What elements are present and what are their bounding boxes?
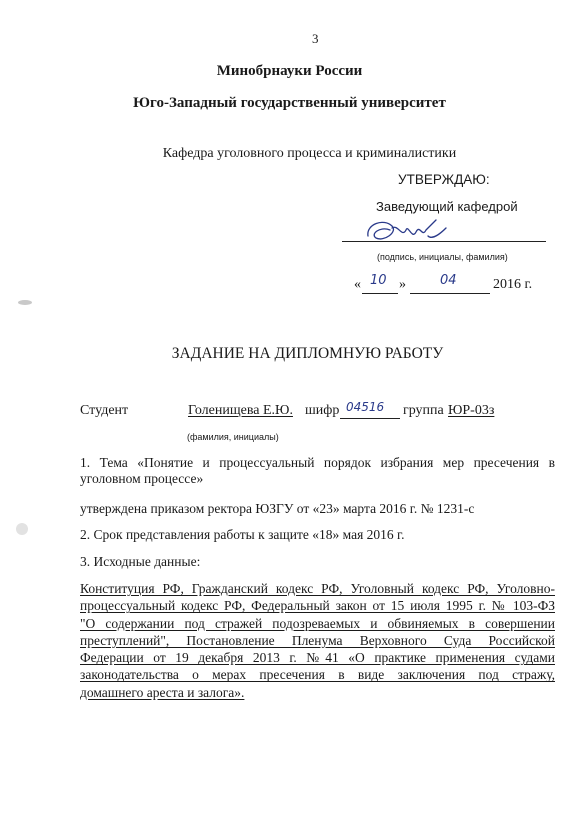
signature-caption: (подпись, инициалы, фамилия) <box>377 252 508 262</box>
approval-month: 04 <box>440 273 457 288</box>
initial-data-line: Федерации от 19 декабря 2013 г. №41 «О практике применения судами <box>80 650 555 666</box>
topic-paragraph <box>80 455 555 487</box>
initial-data-line: домашнего ареста и залога». <box>80 684 245 700</box>
topic-line: 1. Тема «Понятие и процессуальный порядок избрания мер пресечения в <box>80 455 555 470</box>
month-line <box>410 293 490 294</box>
page-number: 3 <box>312 31 319 46</box>
punch-hole-mark <box>16 523 28 535</box>
initial-data-line: преступлений", Постановление Пленума Верховного Суда Российской <box>80 632 555 648</box>
approval-date <box>354 277 361 295</box>
assignment-title: ЗАДАНИЕ НА ДИПЛОМНУЮ РАБОТУ <box>171 345 444 362</box>
department-name: Кафедра уголовного процесса и криминалистики <box>162 146 457 161</box>
student-name-caption: (фамилия, инициалы) <box>187 432 279 442</box>
group-label: группа <box>403 403 444 418</box>
initial-data-line: процессуальный кодекс РФ, Федеральный закон от 15 июля 1995 г. № 103-ФЗ <box>80 598 555 614</box>
student-name: Голенищева Е.Ю. <box>188 403 293 418</box>
approval-year: 2016 г. <box>493 277 533 292</box>
signature-line <box>342 241 546 242</box>
deadline-text: 2. Срок представления работы к защите «18» мая 2016 г. <box>80 527 405 542</box>
cipher-line <box>340 418 400 419</box>
open-quote: « <box>354 277 361 292</box>
student-group: ЮР-03з <box>448 403 495 418</box>
university-name: Юго-Западный государственный университет <box>133 95 446 111</box>
approval-day: 10 <box>370 273 387 288</box>
punch-hole-mark <box>18 300 32 305</box>
initial-data-line: "О содержании под стражей подозреваемых и обвиняемых в совершении <box>80 615 555 631</box>
head-of-department-label: Заведующий кафедрой <box>376 199 518 214</box>
approval-title: УТВЕРЖДАЮ: <box>398 172 490 187</box>
close-quote: » <box>399 277 406 292</box>
student-cipher: 04516 <box>346 400 385 414</box>
day-line <box>362 293 398 294</box>
initial-data-line: законодательства о мерах пресечения в виде заключения под стражу, <box>80 667 555 683</box>
cipher-label: шифр <box>305 403 340 418</box>
approved-by-text: утверждена приказом ректора ЮЗГУ от «23» марта 2016 г. № 1231-с <box>80 501 475 516</box>
ministry-name: Минобрнауки России <box>216 63 363 79</box>
initial-data-line: Конституция РФ, Гражданский кодекс РФ, Уголовный кодекс РФ, Уголовно- <box>80 581 555 596</box>
student-label: Студент <box>80 403 129 418</box>
initial-data-paragraph <box>80 580 555 701</box>
signature-image <box>362 214 452 248</box>
topic-line: уголовном процессе» <box>80 471 204 486</box>
initial-data-label: 3. Исходные данные: <box>80 554 201 569</box>
